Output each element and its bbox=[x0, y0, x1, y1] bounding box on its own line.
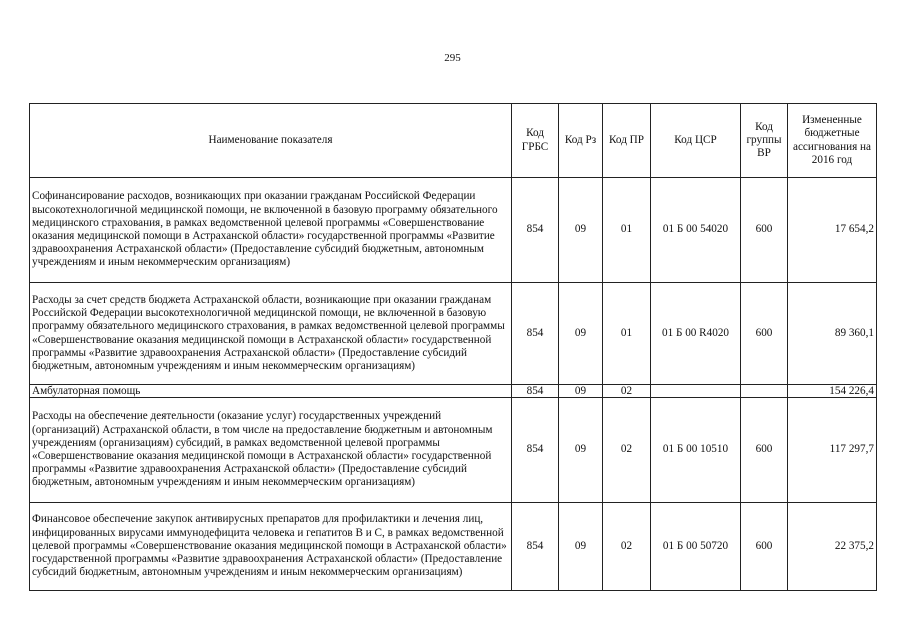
cell-csr: 01 Б 00 54020 bbox=[651, 178, 741, 283]
cell-amount: 17 654,2 bbox=[788, 178, 877, 283]
page-number: 295 bbox=[444, 52, 461, 64]
cell-amount: 154 226,4 bbox=[788, 385, 877, 398]
cell-grbs: 854 bbox=[512, 503, 559, 591]
cell-name: Финансовое обеспечение закупок антивирусных препаратов для профилактики и лечения лиц, инфицированных вирусами иммунодефицита человека и гепатитов В и С, в рамках ведомственной целевой программы «Совершенствование оказания медицинской помощи в Астраханской области» государственной программы «Развитие здравоохранения Астраханской области» (Предоставление субсидий бюджетным, автономным учреждениям и иным некоммерческим организациям) bbox=[30, 503, 512, 591]
cell-rz: 09 bbox=[559, 398, 603, 503]
cell-name: Софинансирование расходов, возникающих при оказании гражданам Российской Федерации высокотехнологичной медицинской помощи, не включенной в базовую программу обязательного медицинского страхования, в рамках ведомственной целевой программы «Совершенствование оказания медицинской помощи в Астраханской области» государственной программы «Развитие здравоохранения Астраханской области» (Предоставление субсидий бюджетным, автономным учреждениям и иным некоммерческим организациям) bbox=[30, 178, 512, 283]
table-header-row bbox=[30, 104, 877, 178]
cell-name: Расходы за счет средств бюджета Астраханской области, возникающие при оказании гражданам Российской Федерации высокотехнологичной медицинской помощи, не включенной в базовую программу обязательного медицинского страхования, в рамках ведомственной целевой программы «Совершенствование оказания медицинской помощи в Астраханской области» государственной программы «Развитие здравоохранения Астраханской области» (Предоставление субсидий бюджетным, автономным учреждениям и иным некоммерческим организациям) bbox=[30, 283, 512, 385]
table-row bbox=[30, 398, 877, 503]
cell-vr: 600 bbox=[741, 283, 788, 385]
cell-rz: 09 bbox=[559, 503, 603, 591]
cell-vr: 600 bbox=[741, 503, 788, 591]
cell-amount: 22 375,2 bbox=[788, 503, 877, 591]
cell-csr: 01 Б 00 50720 bbox=[651, 503, 741, 591]
cell-amount: 117 297,7 bbox=[788, 398, 877, 503]
cell-pr: 01 bbox=[603, 283, 651, 385]
cell-pr: 02 bbox=[603, 385, 651, 398]
header-vr: Код группы ВР bbox=[741, 104, 788, 178]
cell-grbs: 854 bbox=[512, 385, 559, 398]
cell-vr bbox=[741, 385, 788, 398]
cell-rz: 09 bbox=[559, 283, 603, 385]
cell-amount: 89 360,1 bbox=[788, 283, 877, 385]
cell-name: Амбулаторная помощь bbox=[30, 385, 512, 398]
cell-vr: 600 bbox=[741, 178, 788, 283]
cell-pr: 02 bbox=[603, 503, 651, 591]
header-grbs: Код ГРБС bbox=[512, 104, 559, 178]
header-amount: Измененные бюджетные ассигнования на 2016 год bbox=[788, 104, 877, 178]
cell-name: Расходы на обеспечение деятельности (оказание услуг) государственных учреждений (организаций) Астраханской области, в том числе на предоставление бюджетным и автономным учреждениям (организациям) субсидий, в рамках ведомственной целевой программы «Совершенствование оказания медицинской помощи в Астраханской области» государственной программы «Развитие здравоохранения Астраханской области» (Предоставление субсидий бюджетным, автономным учреждениям и иным некоммерческим организациям) bbox=[30, 398, 512, 503]
header-csr: Код ЦСР bbox=[651, 104, 741, 178]
header-name: Наименование показателя bbox=[30, 104, 512, 178]
budget-table bbox=[29, 103, 877, 591]
table-row bbox=[30, 385, 877, 398]
cell-vr: 600 bbox=[741, 398, 788, 503]
table-row bbox=[30, 283, 877, 385]
cell-grbs: 854 bbox=[512, 283, 559, 385]
table-row bbox=[30, 178, 877, 283]
header-rz: Код Рз bbox=[559, 104, 603, 178]
cell-rz: 09 bbox=[559, 385, 603, 398]
cell-csr: 01 Б 00 R4020 bbox=[651, 283, 741, 385]
cell-rz: 09 bbox=[559, 178, 603, 283]
table-row bbox=[30, 503, 877, 591]
cell-csr: 01 Б 00 10510 bbox=[651, 398, 741, 503]
cell-grbs: 854 bbox=[512, 178, 559, 283]
cell-pr: 01 bbox=[603, 178, 651, 283]
cell-pr: 02 bbox=[603, 398, 651, 503]
header-pr: Код ПР bbox=[603, 104, 651, 178]
cell-csr bbox=[651, 385, 741, 398]
cell-grbs: 854 bbox=[512, 398, 559, 503]
